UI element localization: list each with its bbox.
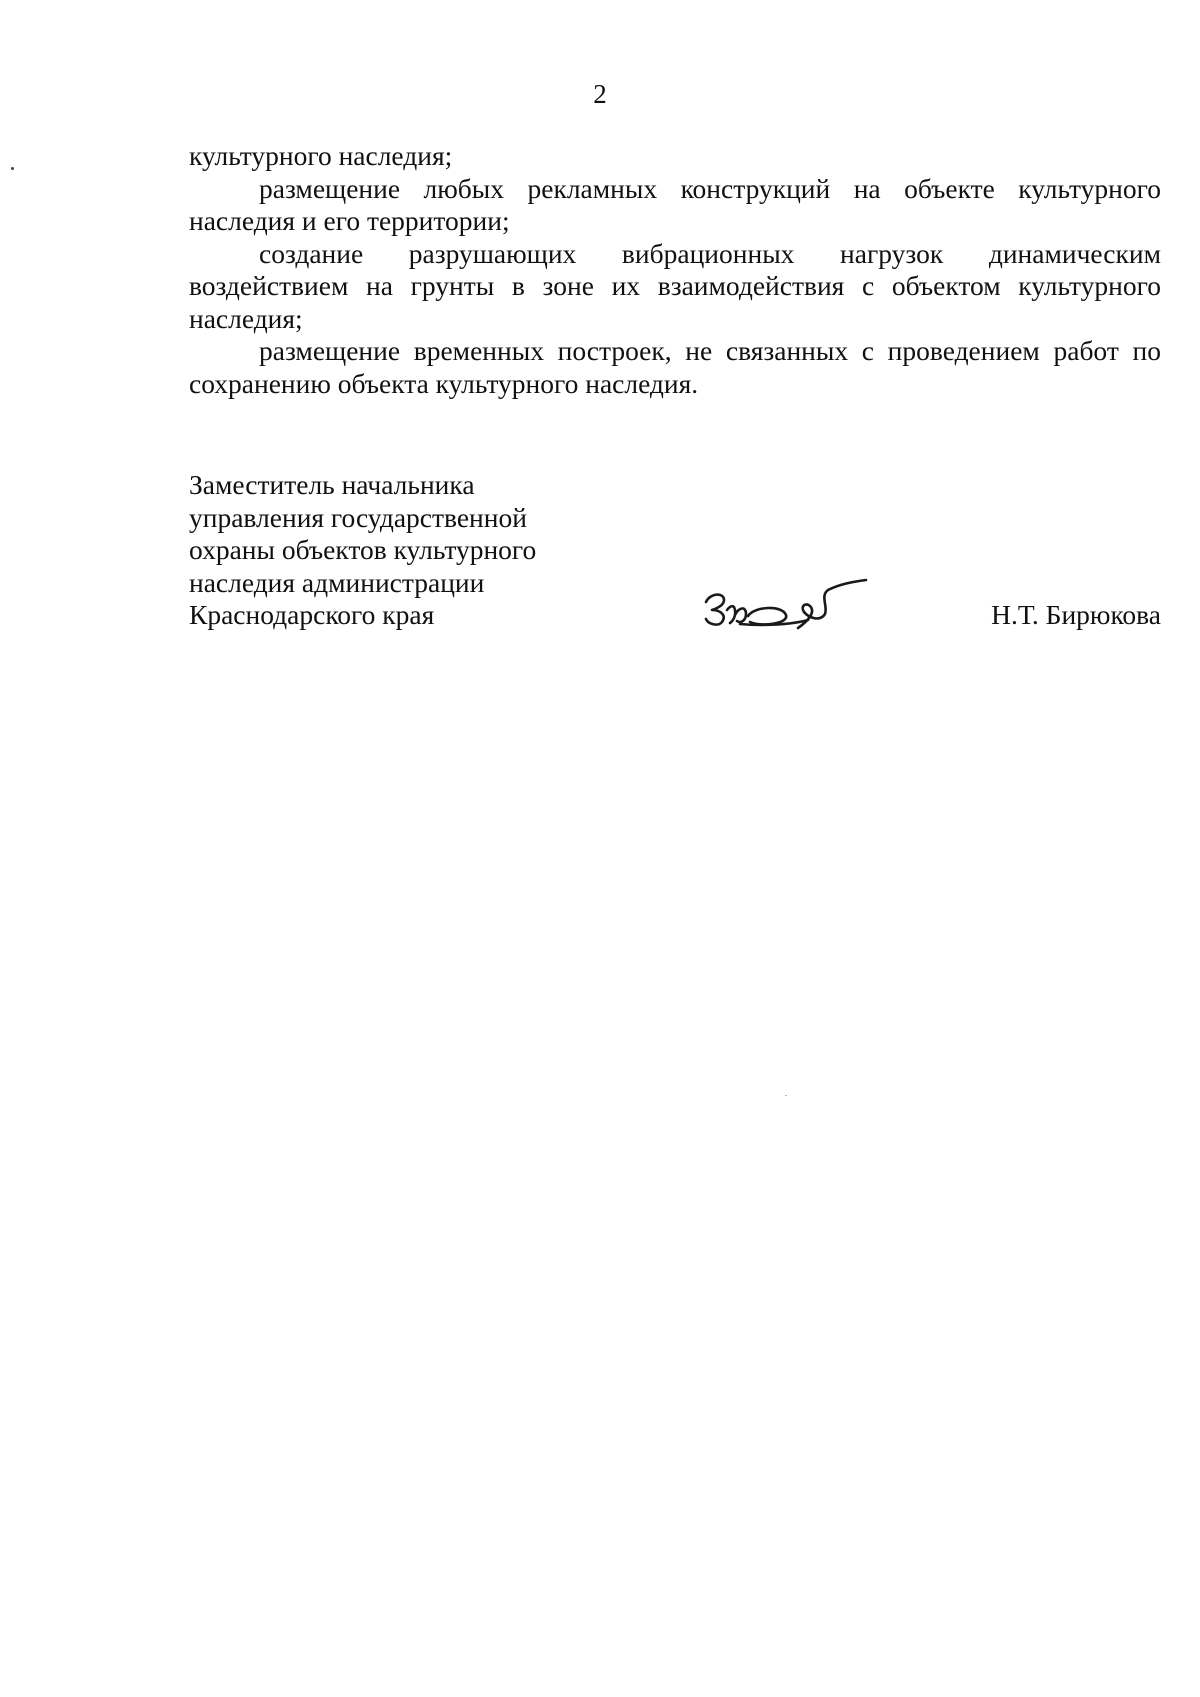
signatory-title-line: наследия администрации <box>189 566 485 598</box>
signatory-title-line: Краснодарского края <box>189 599 435 630</box>
scan-speck <box>11 167 14 170</box>
scan-speck <box>785 1095 787 1096</box>
paragraph: культурного наследия; <box>189 140 453 171</box>
signatory-title-line: Заместитель начальника <box>189 469 475 500</box>
signatory-title-line: управления государственной <box>189 501 527 533</box>
signatory-title-line: охраны объектов культурного <box>189 534 537 565</box>
paragraph: размещение любых рекламных конструкций на объекте культурного наследия и его территории; <box>189 172 1161 236</box>
body-text <box>189 140 1161 400</box>
paragraph: создание разрушающих вибрационных нагрузок динамическим воздействием на грунты в зоне их взаимодействия с объектом культурного наследия; <box>189 237 1161 334</box>
paragraph: размещение временных построек, не связанных с проведением работ по сохранению объекта культурного наследия. <box>189 335 1161 399</box>
page-number: 2 <box>593 79 607 109</box>
handwritten-signature <box>700 566 870 636</box>
signatory-title <box>189 469 536 632</box>
signer-name: Н.Т. Бирюкова <box>991 599 1161 630</box>
